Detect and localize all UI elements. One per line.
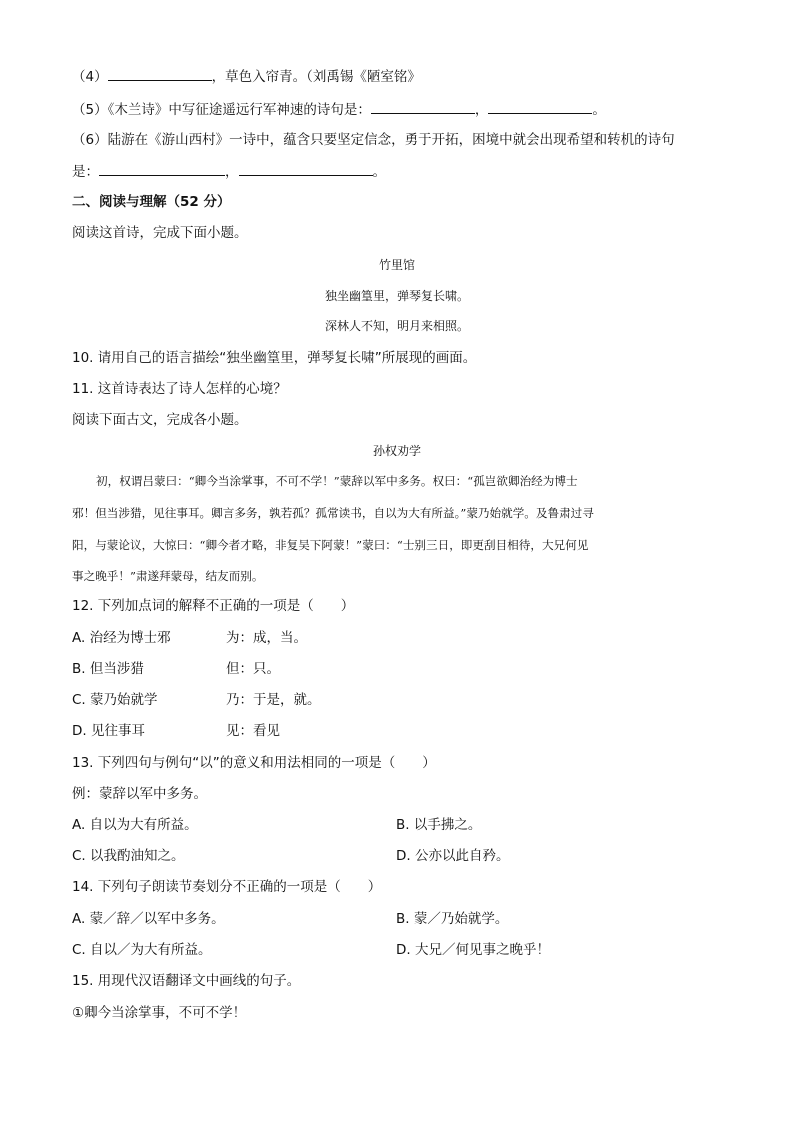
fill-item-5-text: （5）《木兰诗》中写征途遥远行军神速的诗句是： (72, 102, 371, 118)
poem-title: 竹里馆 (378, 258, 415, 272)
prose-line: 阳，与蒙论议，大惊曰：“卿今者才略，非复吴下阿蒙！”蒙曰：“士别三日，即更刮目相待，大兄何见 (72, 538, 589, 552)
fill-item-4 (72, 66, 421, 87)
answer-blank[interactable] (371, 99, 475, 114)
prose-instruction: 阅读下面古文，完成各小题。 (72, 412, 248, 428)
fill-item-5 (72, 99, 606, 120)
option-b-meaning: 但：只。 (226, 661, 280, 677)
prose-title: 孙权劝学 (372, 444, 421, 458)
option-c[interactable]: C. 自以／为大有所益。 (72, 942, 212, 958)
answer-blank[interactable] (108, 66, 212, 81)
option-d[interactable]: D. 见往事耳 (72, 723, 145, 739)
answer-blank[interactable] (239, 161, 373, 176)
question-14: 14. 下列句子朗读节奏划分不正确的一项是（ ） (72, 879, 382, 895)
poem-instruction: 阅读这首诗，完成下面小题。 (72, 225, 248, 241)
comma: ， (474, 102, 489, 118)
question-12: 12. 下列加点词的解释不正确的一项是（ ） (72, 598, 355, 614)
translation-item-1: ①卿今当涂掌事，不可不学！ (72, 1005, 247, 1021)
option-c[interactable]: C. 以我酌油知之。 (72, 848, 185, 864)
comma: ， (225, 164, 239, 180)
option-b[interactable]: B. 但当涉猎 (72, 661, 144, 677)
fill-item-4-prefix: （4） (72, 69, 108, 85)
option-d[interactable]: D. 大兄／何见事之晚乎！ (396, 942, 550, 958)
option-d-meaning: 见：看见 (226, 723, 280, 739)
prose-line: 邪！但当涉猎，见往事耳。卿言多务，孰若孤？孤常读书，自以为大有所益。”蒙乃始就学。及鲁肃过寻 (72, 506, 594, 520)
option-a-meaning: 为：成，当。 (226, 630, 307, 646)
option-c[interactable]: C. 蒙乃始就学 (72, 692, 158, 708)
question-11: 11. 这首诗表达了诗人怎样的心境？ (72, 381, 287, 397)
option-d[interactable]: D. 公亦以此自矜。 (396, 848, 510, 864)
question-13: 13. 下列四句与例句“以”的意义和用法相同的一项是（ ） (72, 755, 436, 771)
period: 。 (592, 102, 606, 118)
question-10: 10. 请用自己的语言描绘“独坐幽篁里，弹琴复长啸”所展现的画面。 (72, 350, 477, 366)
example-sentence: 例：蒙辞以军中多务。 (72, 786, 207, 802)
fill-item-6-prefix: 是： (72, 164, 99, 180)
answer-blank[interactable] (99, 161, 225, 176)
fill-item-4-text: ，草色入帘青。（刘禹锡《陋室铭》 (211, 69, 421, 85)
prose-line: 事之晚乎！”肃遂拜蒙母，结友而别。 (72, 569, 264, 583)
section-title: 二、阅读与理解（52 分） (72, 194, 231, 210)
poem-line: 深林人不知，明月来相照。 (324, 319, 469, 333)
option-c-meaning: 乃：于是，就。 (226, 692, 321, 708)
answer-blank[interactable] (488, 99, 592, 114)
prose-line: 初，权谓吕蒙曰：“卿今当涂掌事，不可不学！”蒙辞以军中多务。权曰：“孤岂欲卿治经为博士 (96, 474, 578, 488)
question-15: 15. 用现代汉语翻译文中画线的句子。 (72, 973, 301, 989)
option-b[interactable]: B. 以手拂之。 (396, 817, 482, 833)
option-a[interactable]: A. 蒙／辞／以军中多务。 (72, 911, 225, 927)
option-a[interactable]: A. 自以为大有所益。 (72, 817, 198, 833)
fill-item-6-line1: （6）陆游在《游山西村》一诗中，蕴含只要坚定信念，勇于开拓，困境中就会出现希望和转机的诗句 (72, 132, 675, 148)
period: 。 (372, 164, 386, 180)
option-b[interactable]: B. 蒙／乃始就学。 (396, 911, 509, 927)
fill-item-6-line2 (72, 161, 386, 182)
poem-line: 独坐幽篁里，弹琴复长啸。 (324, 289, 469, 303)
option-a[interactable]: A. 治经为博士邪 (72, 630, 171, 646)
